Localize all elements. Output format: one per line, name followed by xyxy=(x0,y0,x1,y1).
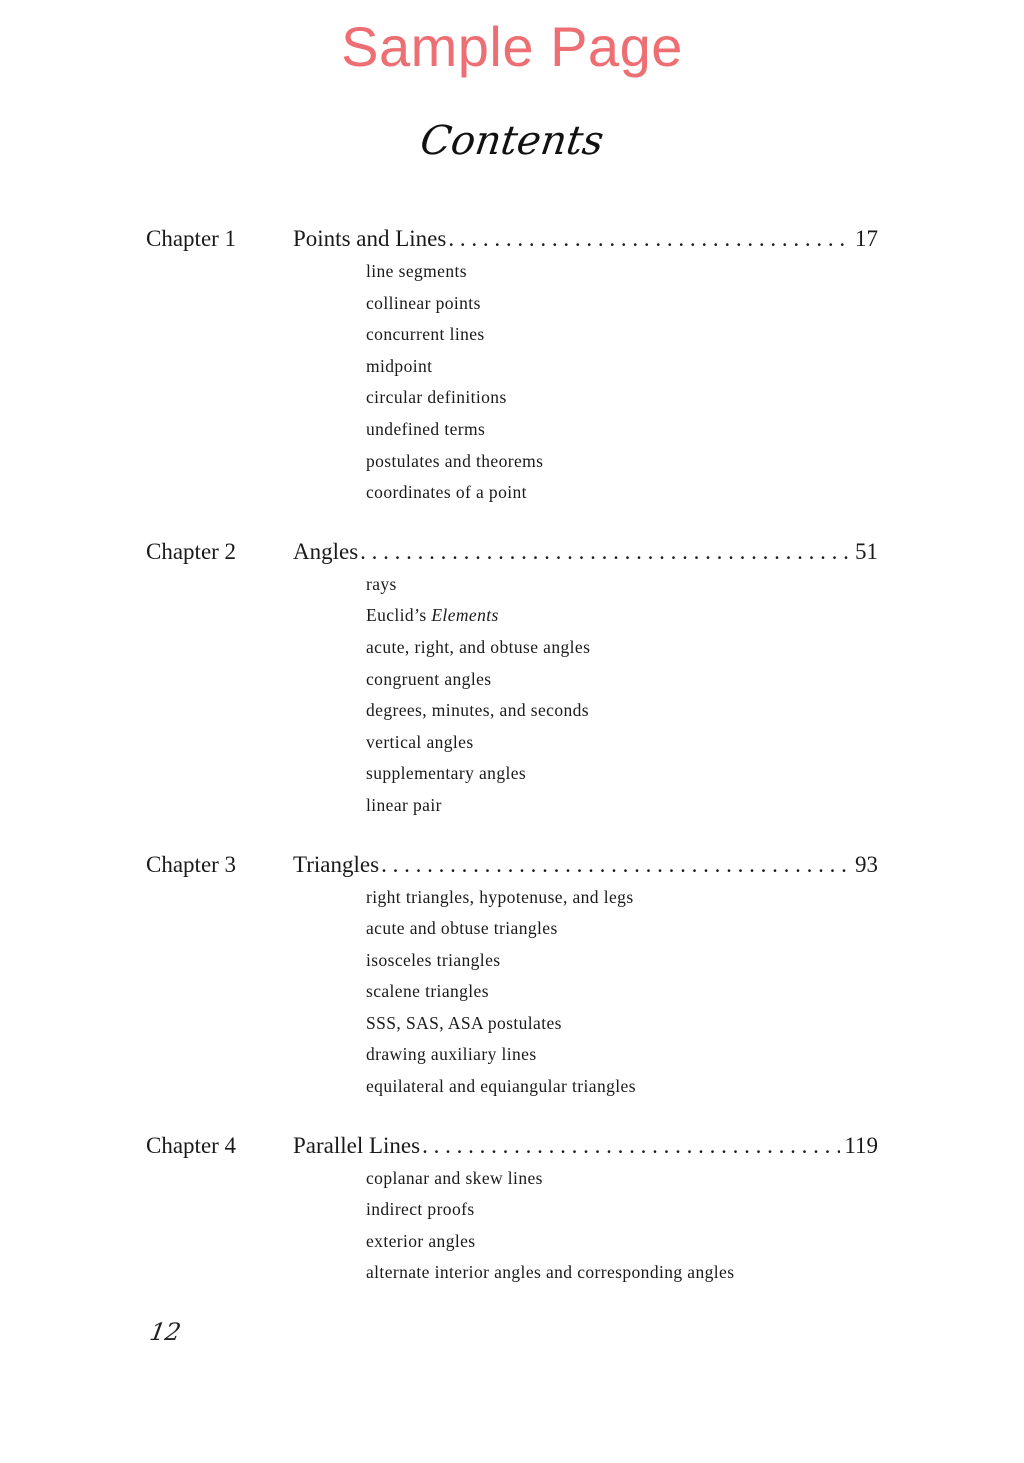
chapter-4-entry xyxy=(146,1129,878,1289)
topic-item: scalene triangles xyxy=(366,981,489,1002)
topic-item: concurrent lines xyxy=(366,324,485,345)
chapter-title: Angles xyxy=(293,538,359,564)
topic-item: collinear points xyxy=(366,292,481,313)
chapter-1-entry xyxy=(146,222,878,509)
topic-item: acute, right, and obtuse angles xyxy=(366,636,591,657)
chapter-heading-line xyxy=(146,222,878,256)
topic-item: rays xyxy=(366,573,397,594)
chapter-label: Chapter 1 xyxy=(146,226,237,251)
dot-leader xyxy=(381,848,851,882)
topic-item: acute and obtuse triangles xyxy=(366,918,558,939)
chapter-2-entry xyxy=(146,535,878,822)
topic-item: midpoint xyxy=(366,355,433,376)
page-number: 12 xyxy=(147,1318,184,1346)
chapter-label: Chapter 2 xyxy=(146,538,237,564)
topic-list xyxy=(146,882,878,1103)
topic-item: undefined terms xyxy=(366,418,486,439)
topic-item: exterior angles xyxy=(366,1230,476,1251)
topic-text: Euclid’s xyxy=(366,605,432,626)
topic-list xyxy=(146,569,878,822)
chapter-title: Triangles xyxy=(293,851,380,877)
chapter-heading-line xyxy=(146,535,878,569)
dot-leader xyxy=(422,1129,840,1163)
chapter-title: Parallel Lines xyxy=(293,1132,421,1158)
topic-item: equilateral and equiangular triangles xyxy=(366,1076,636,1097)
topic-item: postulates and theorems xyxy=(366,450,544,471)
topic-item: right triangles, hypotenuse, and legs xyxy=(366,886,634,907)
chapter-label: Chapter 4 xyxy=(146,1132,237,1158)
dot-leader xyxy=(448,222,851,256)
chapter-title: Points and Lines xyxy=(293,226,447,251)
chapter-label: Chapter 3 xyxy=(146,851,237,877)
chapter-3-entry xyxy=(146,848,878,1103)
chapter-heading-line xyxy=(146,1129,878,1163)
topic-item xyxy=(366,600,878,632)
topic-item: line segments xyxy=(366,261,467,281)
topic-item: alternate interior angles and corresponding angles xyxy=(366,1262,735,1283)
chapter-page-number: 119 xyxy=(844,1132,878,1158)
topic-item: coordinates of a point xyxy=(366,482,527,503)
topic-item: SSS, SAS, ASA postulates xyxy=(366,1012,562,1033)
topic-item: indirect proofs xyxy=(366,1199,475,1220)
topic-item: isosceles triangles xyxy=(366,949,501,970)
topic-item: vertical angles xyxy=(366,731,474,752)
chapter-heading-line xyxy=(146,848,878,882)
chapter-page-number: 93 xyxy=(855,851,878,877)
topic-item: congruent angles xyxy=(366,668,492,689)
topic-item: coplanar and skew lines xyxy=(366,1167,543,1188)
sample-page-watermark: Sample Page xyxy=(341,15,683,78)
topic-item: supplementary angles xyxy=(366,763,527,784)
table-of-contents xyxy=(146,222,878,1289)
topic-item: degrees, minutes, and seconds xyxy=(366,700,590,721)
topic-italic-title: Elements xyxy=(431,605,499,626)
topic-list xyxy=(146,1163,878,1289)
contents-heading: Contents xyxy=(417,118,607,164)
topic-item: drawing auxiliary lines xyxy=(366,1044,537,1065)
topic-list xyxy=(146,256,878,509)
topic-item: linear pair xyxy=(366,794,442,815)
chapter-page-number: 17 xyxy=(855,226,878,251)
dot-leader xyxy=(360,535,851,569)
chapter-page-number: 51 xyxy=(855,538,878,564)
topic-item: circular definitions xyxy=(366,387,507,408)
